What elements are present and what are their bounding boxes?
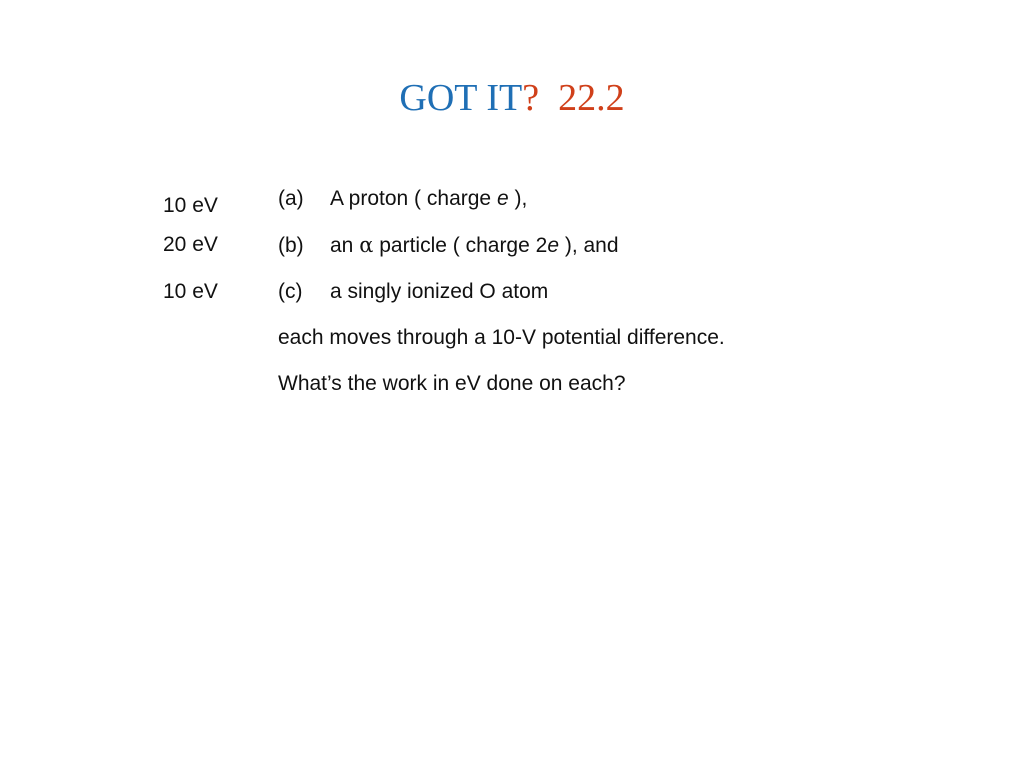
item-b xyxy=(278,232,619,259)
answer-b: 20 eV xyxy=(163,233,218,256)
title-main: GOT IT xyxy=(399,77,523,119)
item-b-text-pre: an xyxy=(330,234,360,257)
item-b-text-mid: particle ( charge 2 xyxy=(373,234,548,257)
item-a-charge-var: e xyxy=(496,187,509,210)
alpha-symbol: α xyxy=(359,233,374,257)
question-line: What’s the work in eV done on each? xyxy=(278,372,626,395)
item-b-label: (b) xyxy=(278,234,304,257)
item-b-charge-var: e xyxy=(547,234,559,257)
title-question-mark: ? xyxy=(522,77,540,119)
item-c-text: a singly ionized O atom xyxy=(330,280,549,303)
answer-c: 10 eV xyxy=(163,280,218,303)
item-a-text-post: ), xyxy=(508,187,528,210)
item-a xyxy=(278,186,527,212)
title-gap xyxy=(539,77,558,119)
title-number: 22.2 xyxy=(558,77,625,119)
slide-title xyxy=(0,74,1024,122)
item-a-text-pre: A proton ( charge xyxy=(330,187,497,210)
answer-a: 10 eV xyxy=(163,194,218,217)
item-c xyxy=(278,279,548,305)
statement-line: each moves through a 10-V potential difference. xyxy=(278,326,725,349)
item-a-label: (a) xyxy=(278,187,304,210)
item-c-label: (c) xyxy=(278,280,303,303)
item-b-text-post: ), and xyxy=(559,234,619,257)
